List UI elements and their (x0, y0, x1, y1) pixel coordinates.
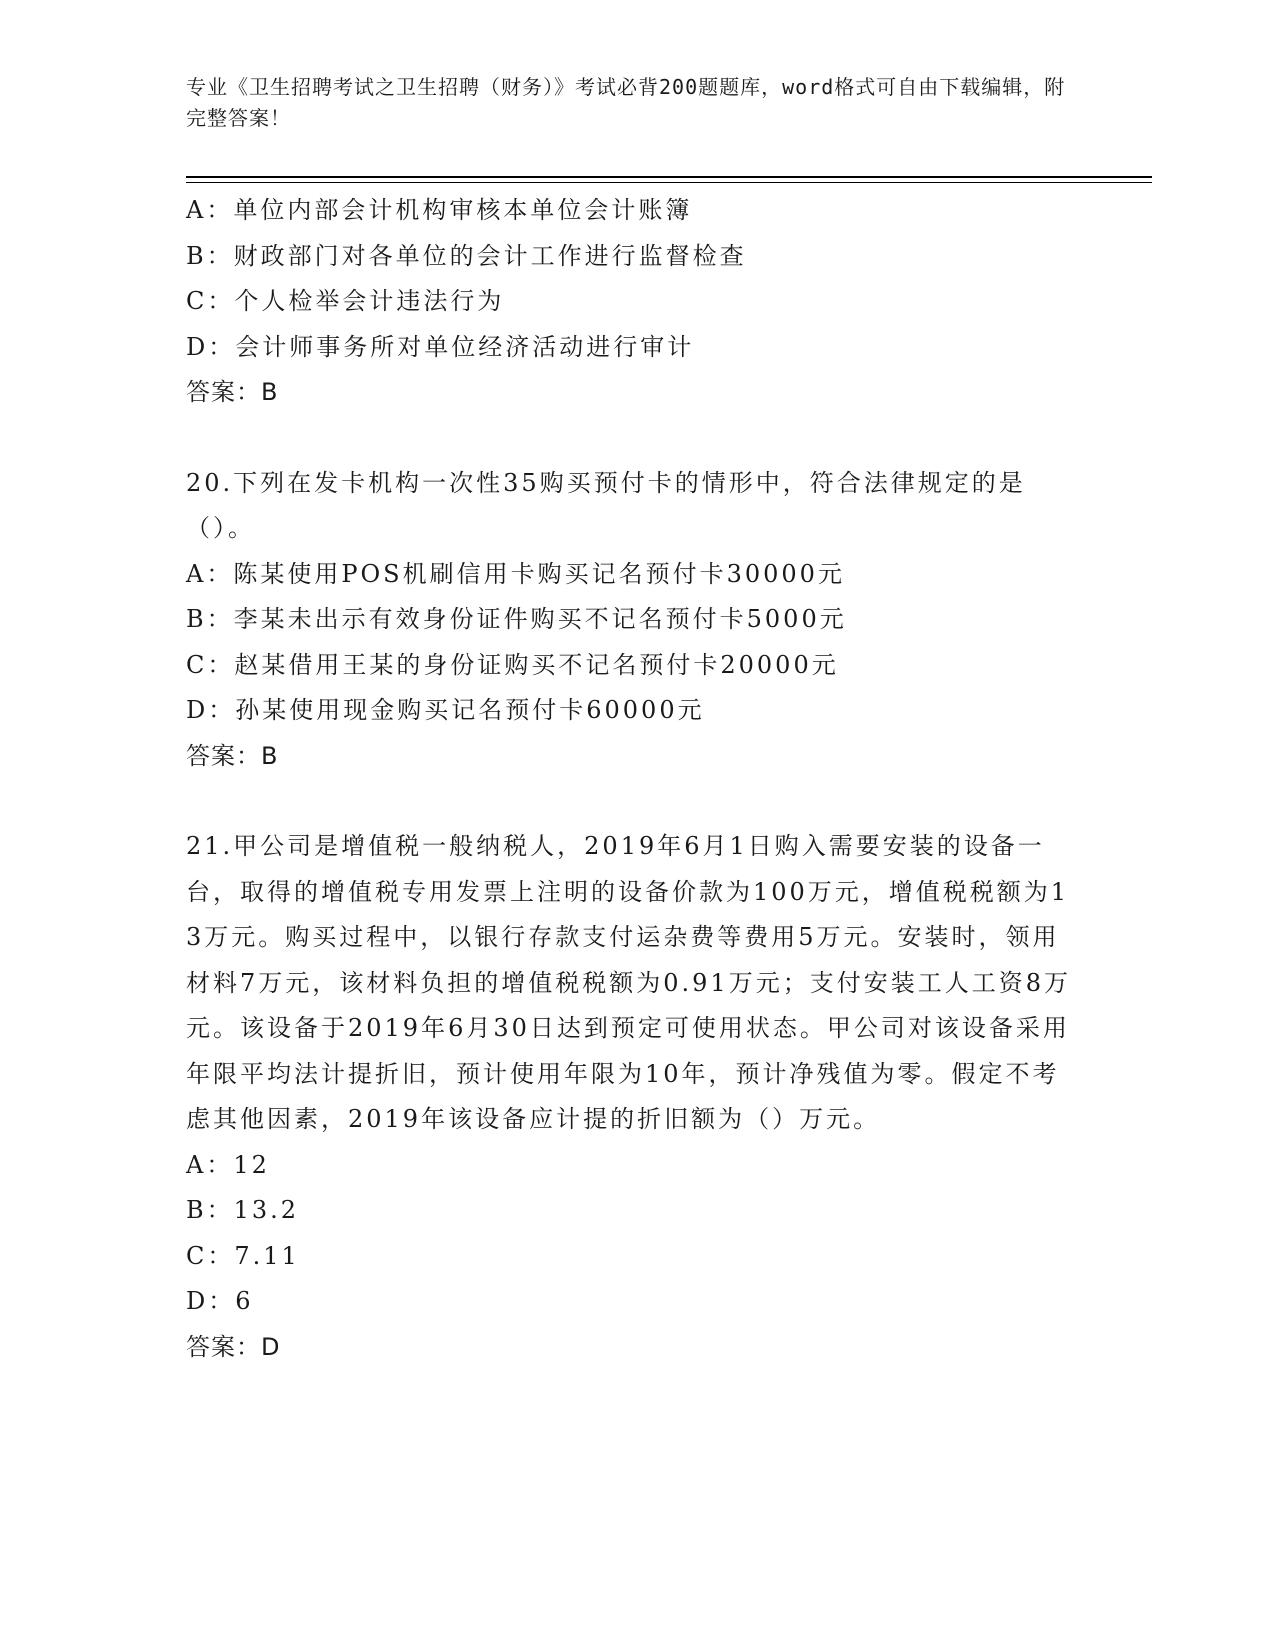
option-c: C：赵某借用王某的身份证购买不记名预付卡20000元 (186, 650, 839, 679)
option-d: D：孙某使用现金购买记名预付卡60000元 (186, 696, 705, 724)
option-a: A：单位内部会计机构审核本单位会计账簿 (186, 196, 693, 224)
question-list (186, 188, 1086, 1370)
answer-line: 答案：B (186, 741, 279, 770)
option-b: B：13.2 (186, 1196, 300, 1224)
question-21 (186, 824, 1086, 1370)
question-block-continued (186, 188, 1086, 416)
option-d: D：6 (186, 1287, 254, 1315)
question-20 (186, 461, 1086, 780)
option-c: C：7.11 (186, 1241, 300, 1270)
header-divider-thin (186, 182, 1152, 183)
question-text: 20.下列在发卡机构一次性35购买预付卡的情形中，符合法律规定的是（）。 (186, 468, 1026, 542)
option-d: D：会计师事务所对单位经济活动进行审计 (186, 332, 695, 361)
answer-line: 答案：D (186, 1332, 281, 1361)
option-b: B：财政部门对各单位的会计工作进行监督检查 (186, 241, 747, 270)
option-b: B：李某未出示有效身份证件购买不记名预付卡5000元 (186, 605, 847, 633)
option-a: A：12 (186, 1150, 270, 1179)
document-header: 专业《卫生招聘考试之卫生招聘（财务）》考试必背200题题库，word格式可自由下载编辑，附完整答案！ (186, 75, 1066, 130)
option-a: A：陈某使用POS机刷信用卡购买记名预付卡30000元 (186, 559, 845, 588)
header-divider-thick (186, 176, 1152, 178)
question-text: 21.甲公司是增值税一般纳税人，2019年6月1日购入需要安装的设备一台，取得的增值税专用发票上注明的设备价款为100万元，增值税税额为13万元。购买过程中，以银行存款支付运杂费等费用5万元。安装时，领用材料7万元，该材料负担的增值税税额为0.91万元；支付安装工人工资8万元。该设备于2019年6月30日达到预定可使用状态。甲公司对该设备采用年限平均法计提折旧，预计使用年限为10年，预计净残值为零。假定不考虑其他因素，2019年该设备应计提的折旧额为（）万元。 (186, 832, 1071, 1133)
answer-line: 答案：B (186, 378, 279, 406)
option-c: C：个人检举会计违法行为 (186, 287, 505, 315)
